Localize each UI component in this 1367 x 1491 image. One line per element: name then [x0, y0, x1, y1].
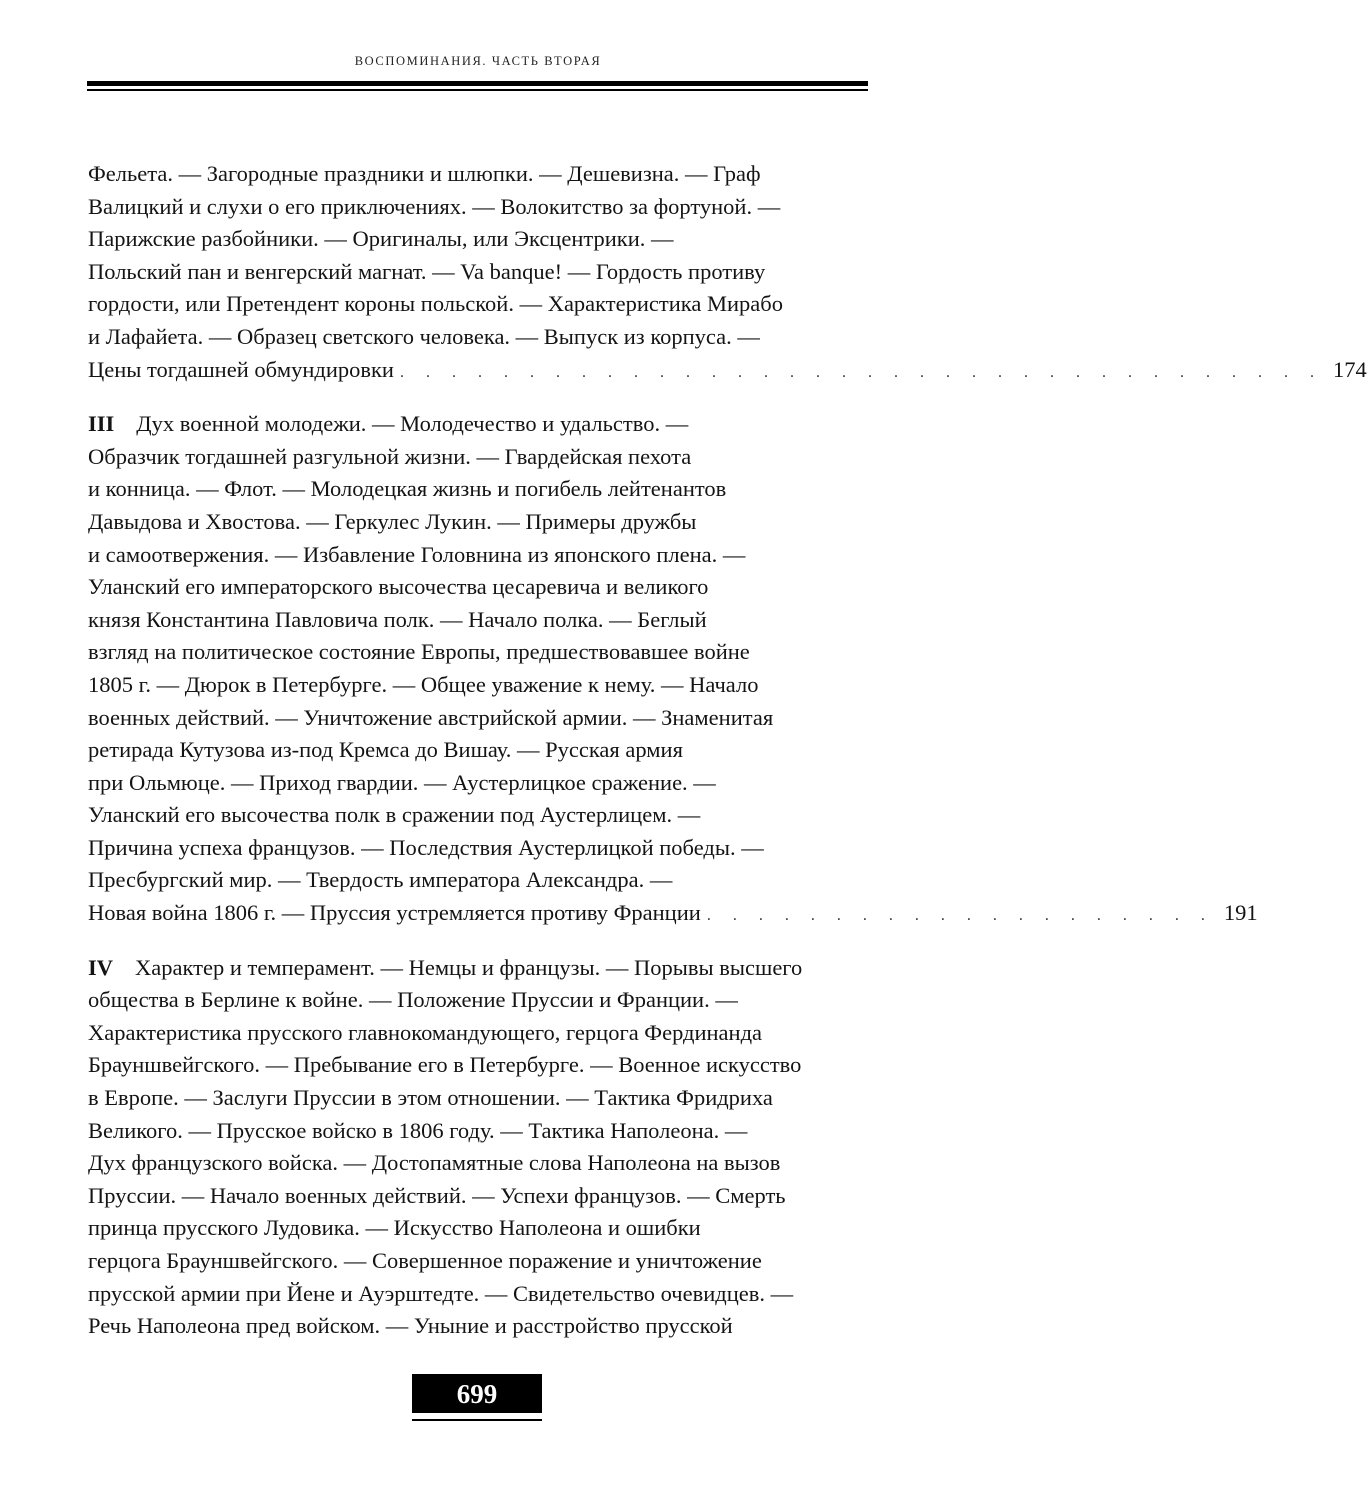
toc-line: Цены тогдашней обмундировки	[88, 356, 394, 382]
toc-line: при Ольмюце. — Приход гвардии. — Аустерлицкое сражение. —	[88, 769, 716, 795]
toc-line: Уланский его высочества полк в сражении под Аустерлицем. —	[88, 802, 701, 828]
toc-entry-iv	[88, 952, 868, 1343]
toc-line: Пруссии. — Начало военных действий. — Успехи французов. — Смерть	[88, 1182, 786, 1208]
page-number: 174	[1332, 356, 1367, 382]
toc-line: Дух французского войска. — Достопамятные слова Наполеона на вызов	[88, 1150, 781, 1176]
running-head: ВОСПОМИНАНИЯ. ЧАСТЬ ВТОРАЯ	[354, 54, 602, 68]
toc-line: и Лафайета. — Образец светского человека. — Выпуск из корпуса. —	[88, 323, 760, 349]
toc-content	[88, 158, 1367, 1365]
page-folio: 699	[412, 1374, 542, 1413]
folio-rule	[412, 1419, 542, 1421]
toc-line: Великого. — Прусское войско в 1806 году. — Тактика Наполеона. —	[88, 1117, 748, 1143]
chapter-numeral: III	[88, 411, 115, 437]
toc-line: герцога Брауншвейгского. — Совершенное поражение и уничтожение	[88, 1248, 762, 1273]
toc-line: Фельета. — Загородные праздники и шлюпки. — Дешевизна. — Граф	[88, 161, 761, 186]
page-number: 191	[1223, 900, 1258, 926]
dot-leader: . . . . . . . . . . . . . . . . . . . .	[706, 907, 1214, 925]
toc-line: Давыдова и Хвостова. — Геркулес Лукин. — Примеры дружбы	[88, 508, 697, 534]
toc-line-text: Характер и темперамент. — Немцы и французы. — Порывы высшего	[135, 954, 803, 980]
toc-line: гордости, или Претендент короны польской. — Характеристика Мирабо	[88, 291, 783, 317]
toc-line: военных действий. — Уничтожение австрийской армии. — Знаменитая	[88, 704, 774, 730]
chapter-numeral: IV	[88, 954, 114, 980]
toc-line: и конница. — Флот. — Молодецкая жизнь и погибель лейтенантов	[88, 476, 727, 502]
toc-last-line	[88, 897, 1258, 930]
toc-line: прусской армии при Йене и Ауэрштедте. — Свидетельство очевидцев. —	[88, 1280, 794, 1306]
toc-line: принца прусского Лудовика. — Искусство Наполеона и ошибки	[88, 1215, 701, 1241]
toc-line	[88, 952, 868, 985]
toc-line: Характеристика прусского главнокомандующего, герцога Фердинанда	[88, 1019, 763, 1045]
toc-last-line	[88, 354, 1367, 387]
toc-line: Причина успеха французов. — Последствия Аустерлицкой победы. —	[88, 834, 764, 860]
toc-line: Валицкий и слухи о его приключениях. — Волокитство за фортуной. —	[88, 193, 781, 219]
toc-line: 1805 г. — Дюрок в Петербурге. — Общее уважение к нему. — Начало	[88, 671, 759, 697]
toc-line: Образчик тогдашней разгульной жизни. — Гвардейская пехота	[88, 443, 692, 469]
toc-line	[88, 408, 868, 441]
toc-line: Польский пан и венгерский магнат. — Va banque! — Гордость противу	[88, 258, 766, 284]
toc-line: и самоотвержения. — Избавление Головнина из японского плена. —	[88, 541, 746, 567]
header-rule-thick	[87, 81, 868, 86]
header-rule-thin	[87, 89, 868, 91]
toc-line: князя Константина Павловича полк. — Начало полка. — Беглый	[88, 606, 707, 632]
toc-line: Речь Наполеона пред войском. — Уныние и расстройство прусской	[88, 1313, 733, 1339]
toc-line: общества в Берлине к войне. — Положение Пруссии и Франции. —	[88, 987, 738, 1013]
toc-line: в Европе. — Заслуги Пруссии в этом отношении. — Тактика Фридриха	[88, 1085, 773, 1111]
toc-line: взгляд на политическое состояние Европы, предшествовавшее войне	[88, 639, 750, 665]
toc-line: Новая война 1806 г. — Пруссия устремляется противу Франции	[88, 900, 701, 926]
toc-entry-continued	[88, 158, 1367, 386]
toc-line: Брауншвейгского. — Пребывание его в Петербурге. — Военное искусство	[88, 1052, 802, 1078]
toc-line: ретирада Кутузова из-под Кремса до Вишау. — Русская армия	[88, 737, 683, 763]
dot-leader: . . . . . . . . . . . . . . . . . . . . . . . . . . . . . . . . . . . .	[399, 363, 1323, 381]
toc-entry-iii	[88, 408, 1258, 930]
toc-line: Уланский его императорского высочества цесаревича и великого	[88, 574, 709, 600]
toc-line-text: Дух военной молодежи. — Молодечество и удальство. —	[136, 411, 689, 437]
toc-line: Парижские разбойники. — Оригиналы, или Эксцентрики. —	[88, 226, 674, 252]
toc-line: Пресбургский мир. — Твердость императора Александра. —	[88, 867, 673, 893]
